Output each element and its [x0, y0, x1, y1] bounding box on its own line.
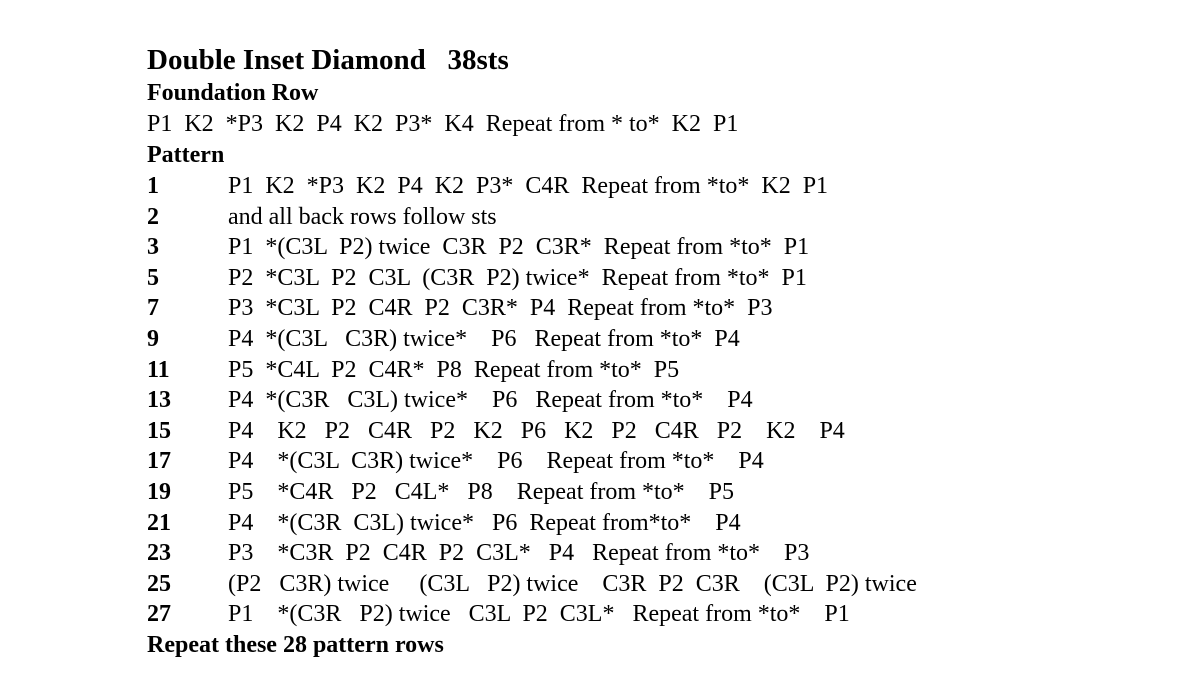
row-number: 3 [147, 234, 159, 261]
pattern-rows [147, 171, 1187, 630]
row-instructions: P5 *C4L P2 C4R* P8 Repeat from *to* P5 [228, 356, 680, 383]
row-number: 17 [147, 448, 171, 475]
pattern-row [147, 263, 1187, 294]
row-number: 15 [147, 417, 171, 444]
row-instructions: P3 *C3R P2 C4R P2 C3L* P4 Repeat from *to* P3 [228, 540, 810, 567]
row-instructions: P2 *C3L P2 C3L (C3R P2) twice* Repeat from *to* P1 [228, 264, 807, 291]
row-number: 7 [147, 295, 159, 322]
repeat-footer: Repeat these 28 pattern rows [147, 631, 444, 658]
row-instructions: (P2 C3R) twice (C3L P2) twice C3R P2 C3R (C3L P2) twice [228, 570, 917, 597]
row-number: 11 [147, 356, 170, 383]
pattern-row [147, 508, 1187, 539]
pattern-document [147, 42, 1187, 661]
pattern-row [147, 385, 1187, 416]
foundation-row-text: P1 K2 *P3 K2 P4 K2 P3* K4 Repeat from * to* K2 P1 [147, 111, 739, 137]
row-number: 2 [147, 203, 159, 230]
row-instructions: P5 *C4R P2 C4L* P8 Repeat from *to* P5 [228, 478, 735, 505]
pattern-row [147, 202, 1187, 233]
row-number: 5 [147, 264, 159, 291]
pattern-row [147, 477, 1187, 508]
row-instructions: P4 *(C3R C3L) twice* P6 Repeat from *to* P4 [228, 387, 753, 414]
document-title: Double Inset Diamond 38sts [147, 44, 509, 76]
row-number: 19 [147, 478, 171, 505]
row-number: 25 [147, 570, 171, 597]
pattern-heading: Pattern [147, 142, 225, 168]
row-instructions: P3 *C3L P2 C4R P2 C3R* P4 Repeat from *to* P3 [228, 295, 773, 322]
pattern-row [147, 446, 1187, 477]
pattern-row [147, 355, 1187, 386]
foundation-heading: Foundation Row [147, 80, 319, 106]
pattern-row [147, 538, 1187, 569]
row-instructions: P1 *(C3R P2) twice C3L P2 C3L* Repeat from *to* P1 [228, 601, 850, 628]
row-number: 13 [147, 387, 171, 414]
row-number: 21 [147, 509, 171, 536]
row-instructions: P4 K2 P2 C4R P2 K2 P6 K2 P2 C4R P2 K2 P4 [228, 417, 845, 444]
row-instructions: P4 *(C3L C3R) twice* P6 Repeat from *to* P4 [228, 448, 764, 475]
pattern-row [147, 324, 1187, 355]
pattern-row [147, 232, 1187, 263]
row-instructions: P1 K2 *P3 K2 P4 K2 P3* C4R Repeat from *to* K2 P1 [228, 173, 829, 199]
row-number: 1 [147, 173, 159, 199]
pattern-row [147, 599, 1187, 630]
row-instructions: and all back rows follow sts [228, 203, 497, 230]
pattern-row [147, 416, 1187, 447]
row-instructions: P4 *(C3R C3L) twice* P6 Repeat from*to* P4 [228, 509, 741, 536]
row-number: 9 [147, 325, 159, 352]
pattern-row [147, 569, 1187, 600]
row-number: 27 [147, 601, 171, 628]
pattern-row [147, 171, 1187, 202]
row-number: 23 [147, 540, 171, 567]
row-instructions: P1 *(C3L P2) twice C3R P2 C3R* Repeat from *to* P1 [228, 234, 810, 261]
pattern-row [147, 293, 1187, 324]
row-instructions: P4 *(C3L C3R) twice* P6 Repeat from *to* P4 [228, 325, 740, 352]
